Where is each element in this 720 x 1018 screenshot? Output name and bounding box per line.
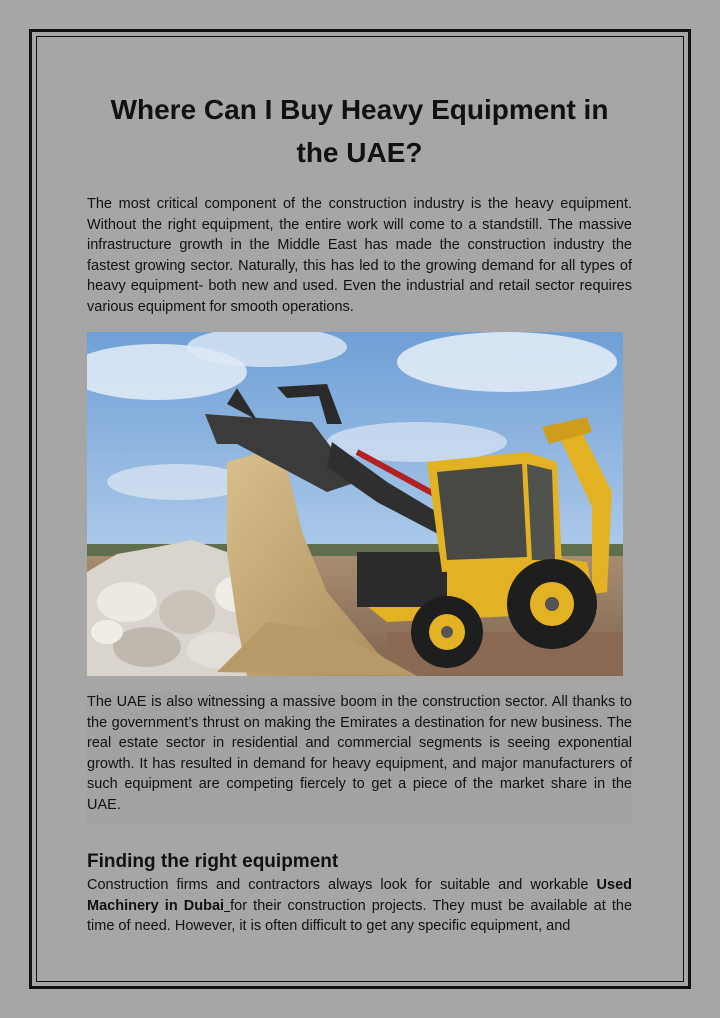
paragraph3-text-after: for their construction projects. They must be available at the time of need. However, it is often difficult to get any specific equipment, and [87,897,633,934]
section-heading-finding-equipment: Finding the right equipment [87,851,339,872]
document-title: Where Can I Buy Heavy Equipment in the UAE? [110,94,609,168]
document-body [87,88,632,937]
paragraph-uae-boom: The UAE is also witnessing a massive boom in the construction sector. All thanks to the government’s thrust on making the Emirates a destination for new business. The real estate sector in residential and commercial segments is seeing exponential growth. It has resulted in demand for heavy equipment, and major manufacturers of such equipment are competing fiercely to get a piece of the market share in the UAE. [87,692,632,825]
backhoe-loader-photo [87,332,623,676]
used-machinery-link[interactable]: Used Machinery in Dubai [87,877,632,914]
paragraph-finding-equipment [87,875,632,937]
paragraph-intro: The most critical component of the construction industry is the heavy equipment. Without the right equipment, the entire work will come to a standstill. The massive infrastructure growth in the Middle East has made the construction industry the fastest growing sector. Naturally, this has led to the growing demand for all types of heavy equipment- both new and used. Even the industrial and retail sector requires various equipment for smooth operations. [87,196,632,315]
paragraph3-text-before: Construction firms and contractors always look for suitable and workable [87,877,597,893]
